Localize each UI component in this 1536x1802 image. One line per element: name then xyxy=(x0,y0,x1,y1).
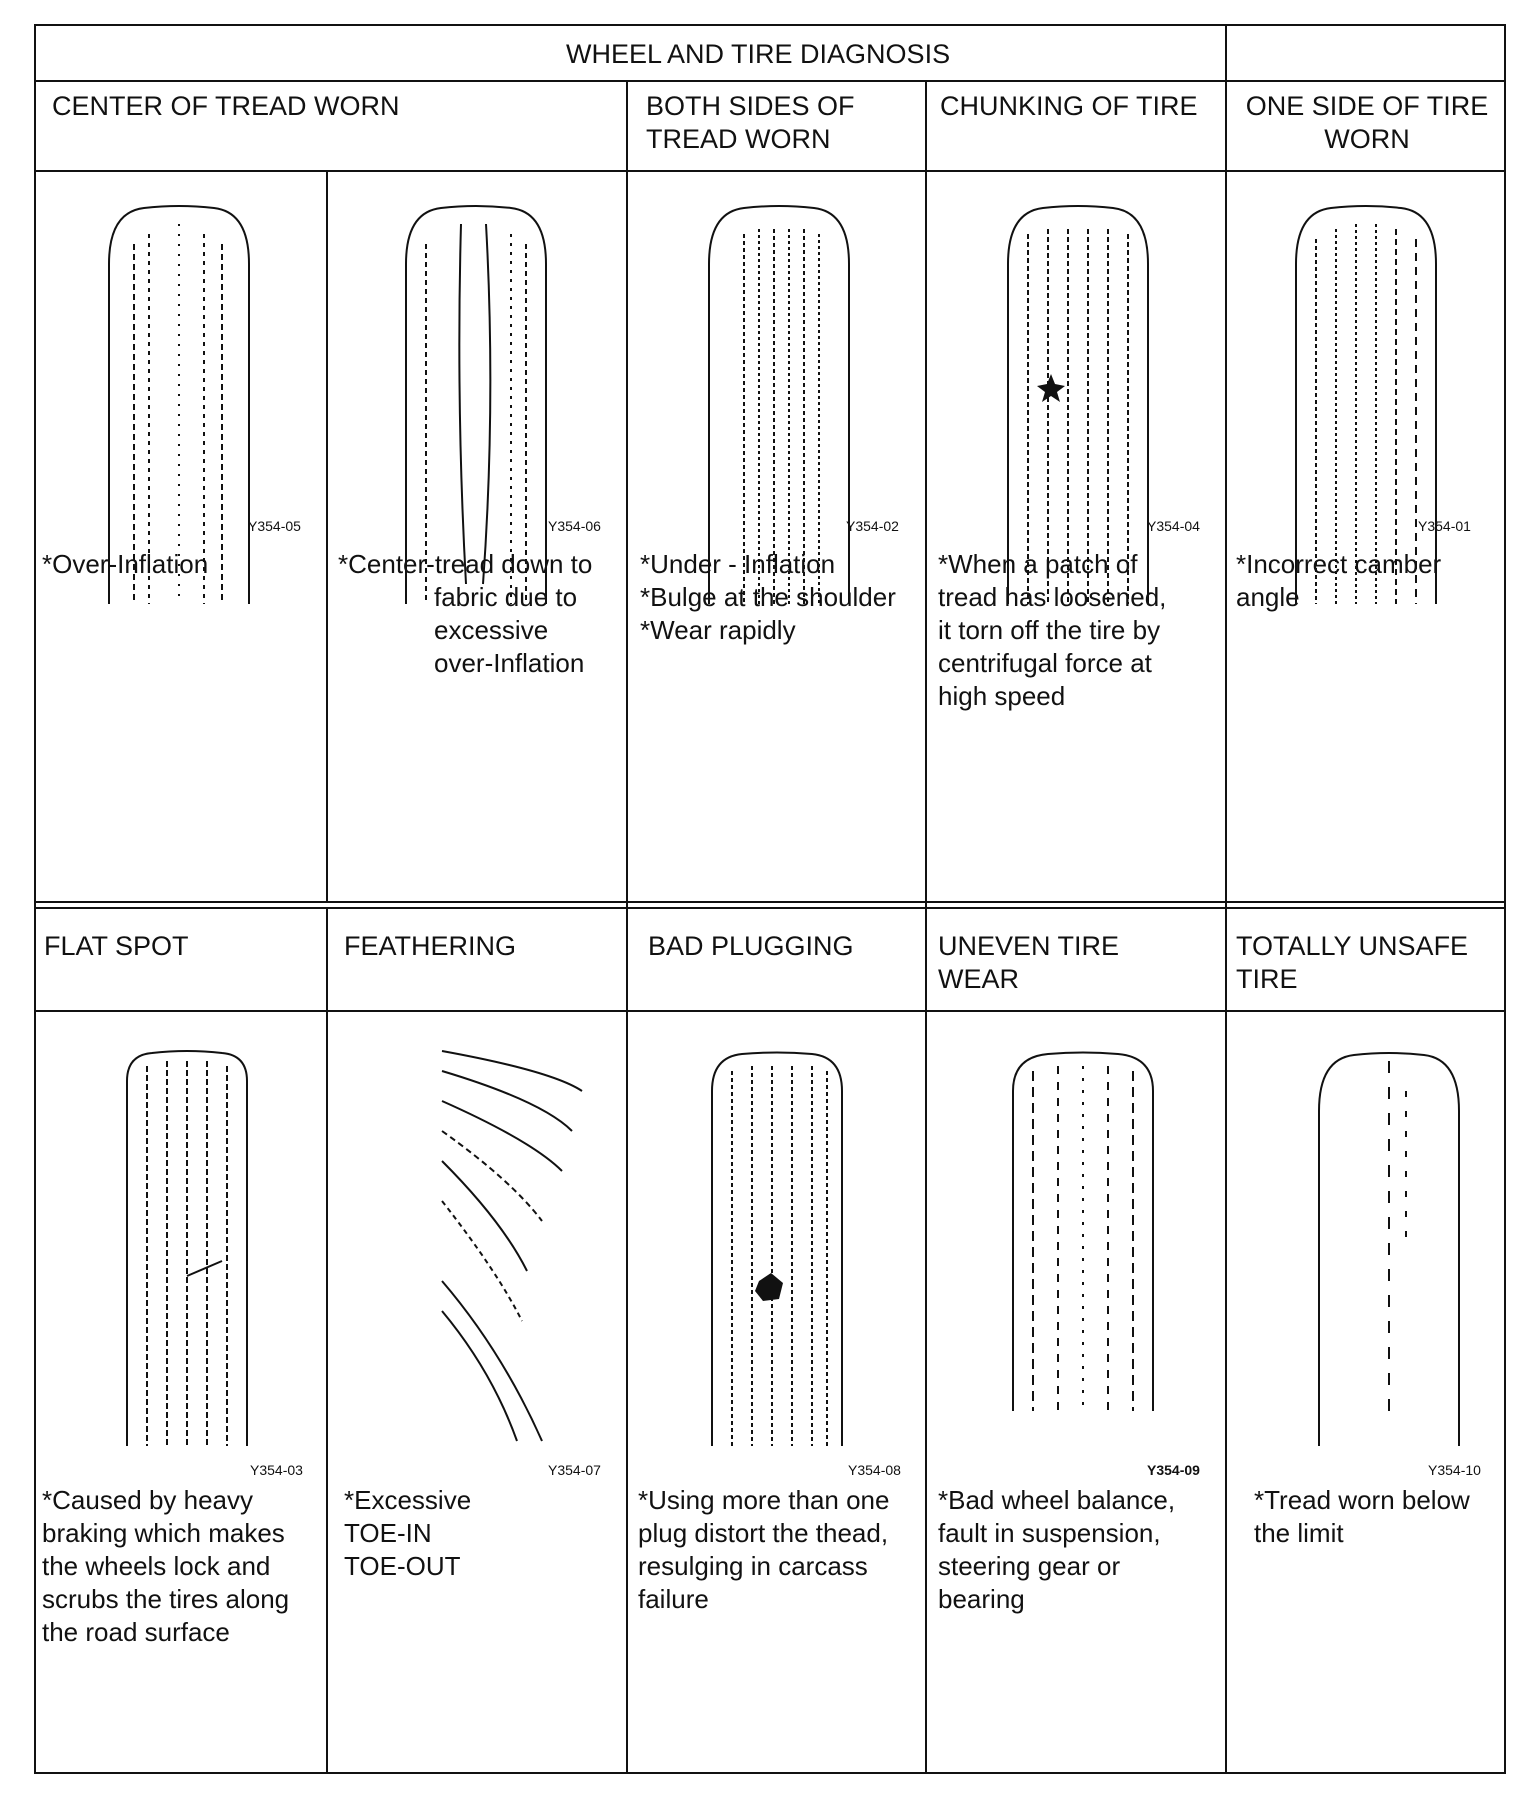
center-tread-worn-tire-icon xyxy=(401,204,551,604)
header-uneven-wear: UNEVEN TIRE WEAR xyxy=(938,931,1120,994)
description-over-inflation: *Over-Inflation xyxy=(42,549,209,579)
figure-code: Y354-05 xyxy=(248,518,301,534)
header-one-side-worn: ONE SIDE OF TIRE WORN xyxy=(1245,91,1489,154)
unsafe-tire-icon xyxy=(1314,1051,1464,1446)
chunking-tire-icon xyxy=(1003,204,1153,604)
page-title: WHEEL AND TIRE DIAGNOSIS xyxy=(566,39,951,69)
flat-spot-tire-icon xyxy=(122,1051,252,1446)
figure-code: Y354-04 xyxy=(1147,518,1200,534)
col-divider-3 xyxy=(925,80,927,1772)
feathering-tire-icon xyxy=(402,1051,582,1446)
description-bad-plugging: *Using more than one plug distort the thead, resulging in carcass failure xyxy=(638,1485,890,1614)
title-divider xyxy=(36,80,1504,82)
figure-code: Y354-02 xyxy=(846,518,899,534)
figure-code: Y354-10 xyxy=(1428,1462,1481,1478)
header-unsafe-tire: TOTALLY UNSAFE TIRE xyxy=(1236,931,1469,994)
camber-wear-tire-icon xyxy=(1291,204,1441,604)
header-chunking: CHUNKING OF TIRE xyxy=(940,91,1198,121)
col-divider-1-row2 xyxy=(326,907,328,1772)
diagnosis-table xyxy=(34,24,1506,1774)
row1-header-divider xyxy=(36,170,1504,172)
description-chunking: *When a patch of tread has loosened, it torn off the tire by centrifugal force at high speed xyxy=(938,549,1167,711)
row-separator-bottom xyxy=(36,907,1504,909)
figure-code: Y354-06 xyxy=(548,518,601,534)
col-divider-1-row1 xyxy=(326,170,328,901)
header-bad-plugging: BAD PLUGGING xyxy=(648,931,854,961)
figure-code: Y354-01 xyxy=(1418,518,1471,534)
col-divider-2 xyxy=(626,80,628,1772)
figure-code: Y354-07 xyxy=(548,1462,601,1478)
figure-code: Y354-03 xyxy=(250,1462,303,1478)
description-center-tread: *Center-tread down to xyxy=(338,549,593,579)
header-feathering: FEATHERING xyxy=(344,931,517,961)
header-flat-spot: FLAT SPOT xyxy=(44,931,189,961)
description-uneven-wear: *Bad wheel balance, fault in suspension, steering gear or bearing xyxy=(938,1485,1176,1614)
description-feathering: *Excessive TOE-IN TOE-OUT xyxy=(344,1485,472,1581)
row-separator-top xyxy=(36,901,1504,903)
col-divider-4 xyxy=(1225,26,1227,1772)
row2-header-divider xyxy=(36,1010,1504,1012)
header-both-sides-worn: BOTH SIDES OF TREAD WORN xyxy=(646,91,855,154)
header-center-tread-worn: CENTER OF TREAD WORN xyxy=(52,91,400,121)
bad-plugging-tire-icon xyxy=(707,1051,847,1446)
description-center-tread-cont: fabric due to excessive over-Inflation xyxy=(434,582,585,678)
under-inflation-tire-icon xyxy=(704,204,854,604)
description-camber: *Incorrect camber angle xyxy=(1236,549,1442,612)
uneven-wear-tire-icon xyxy=(1008,1051,1158,1446)
description-unsafe-tire: *Tread worn below the limit xyxy=(1254,1485,1470,1548)
figure-code: Y354-09 xyxy=(1147,1462,1200,1478)
figure-code: Y354-08 xyxy=(848,1462,901,1478)
description-under-inflation: *Under - Inflation *Bulge at the shoulder *Wear rapidly xyxy=(640,549,896,645)
over-inflation-tire-icon xyxy=(104,204,254,604)
description-flat-spot: *Caused by heavy braking which makes the wheels lock and scrubs the tires along the road surface xyxy=(42,1485,290,1647)
